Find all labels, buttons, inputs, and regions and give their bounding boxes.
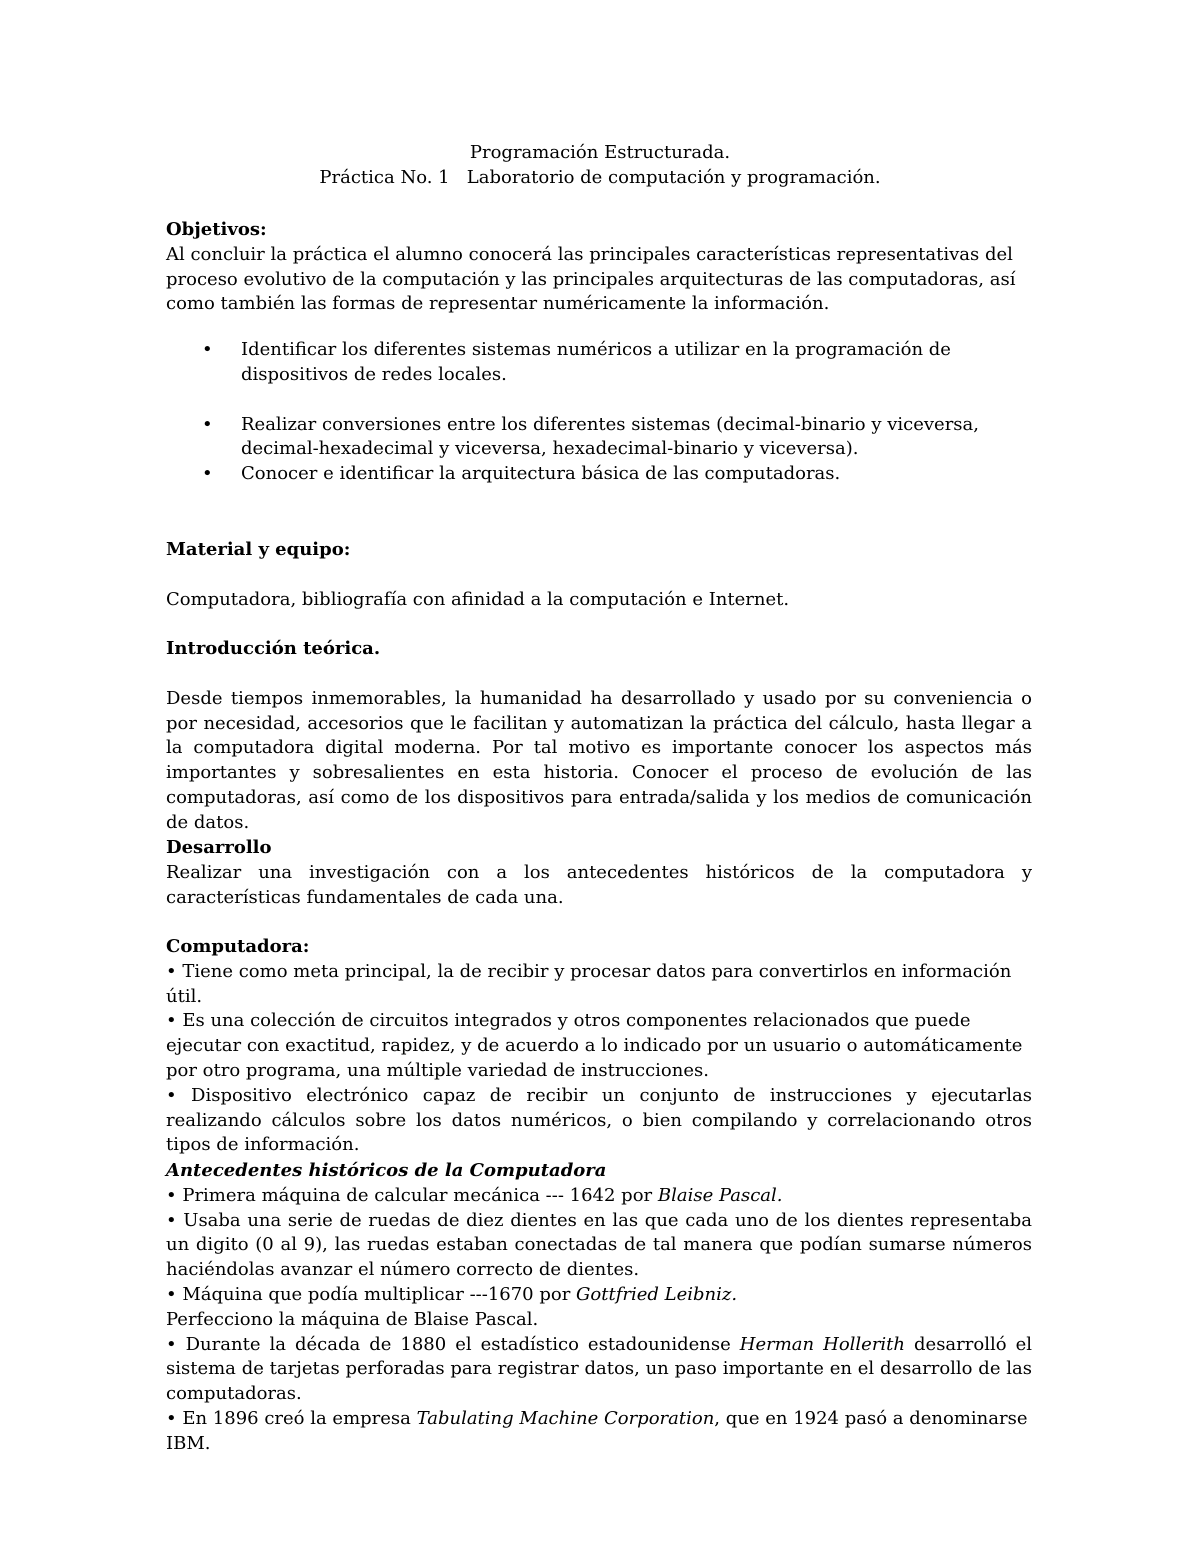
desarrollo-section (166, 836, 1032, 910)
intro-heading: Introducción teórica. (166, 638, 381, 659)
material-text: Computadora, bibliografía con afinidad a la computación e Internet. (166, 588, 790, 610)
list-item: • Identificar los diferentes sistemas numéricos a utilizar en la programación de dispositivos de redes locales. (202, 339, 951, 385)
bullet-icon: • (202, 339, 213, 360)
list-item: • En 1896 creó la empresa Tabulating Machine Corporation, que en 1924 pasó a denominarse IBM. (166, 1407, 1028, 1454)
material-section (166, 538, 1032, 613)
document-header (0, 141, 1200, 191)
antecedentes-section (166, 1159, 1032, 1457)
list-item: • Es una colección de circuitos integrados y otros componentes relacionados que puede ejecutar con exactitud, rapidez, y de acuerdo a lo indicado por un usuario o automáticamente por otro programa, una múltiple variedad de instrucciones. (166, 1010, 1023, 1081)
list-item: • Tiene como meta principal, la de recibir y procesar datos para convertirlos en información útil. (166, 960, 1012, 1007)
computadora-heading: Computadora: (166, 936, 310, 957)
computadora-section (166, 935, 1032, 1158)
list-item: • Dispositivo electrónico capaz de recibir un conjunto de instrucciones y ejecutarlas realizando cálculos sobre los datos numéricos, o bien compilando y correlacionando otros tipos de información. (166, 1084, 1032, 1156)
list-item: • Primera máquina de calcular mecánica --- 1642 por Blaise Pascal. (166, 1184, 783, 1206)
objetivos-text: Al concluir la práctica el alumno conocerá las principales características representativas del proceso evolutivo de la computación y las principales arquitecturas de las computadoras, así como también las formas de representar numéricamente la información. (166, 243, 1016, 315)
intro-section (166, 637, 1032, 836)
list-item: • Máquina que podía multiplicar ---1670 por Gottfried Leibniz. (166, 1283, 738, 1305)
objetivos-bullet-list (166, 338, 1032, 487)
objetivos-heading: Objetivos: (166, 219, 267, 240)
intro-text: Desde tiempos inmemorables, la humanidad ha desarrollado y usado por su conveniencia o por necesidad, accesorios que le facilitan y automatizan la práctica del cálculo, hasta llegar a la computadora digital moderna. Por tal motivo es importante conocer los aspectos más importantes y sobresalientes en esta historia. Conocer el proceso de evolución de las computadoras, así como de los dispositivos para entrada/salida y los medios de comunicación de datos. (166, 687, 1032, 833)
antecedentes-heading: Antecedentes históricos de la Computadora (166, 1160, 607, 1181)
objetivos-section (166, 218, 1032, 317)
list-item: • Realizar conversiones entre los diferentes sistemas (decimal-binario y viceversa, decimal-hexadecimal y viceversa, hexadecimal-binario y viceversa). (202, 413, 979, 460)
material-heading: Material y equipo: (166, 539, 351, 560)
desarrollo-text: Realizar una investigación con a los antecedentes históricos de la computadora y características fundamentales de cada una. (166, 861, 1032, 908)
list-item: Perfecciono la máquina de Blaise Pascal. (166, 1308, 539, 1330)
bullet-icon: • (202, 463, 213, 485)
bullet-icon: • (202, 413, 213, 435)
list-item: • Usaba una serie de ruedas de diez dientes en las que cada uno de los dientes representaba un digito (0 al 9), las ruedas estaban conectadas de tal manera que podían sumarse números haciéndolas avanzar el número correcto de dientes. (166, 1209, 1032, 1281)
list-item: • Conocer e identificar la arquitectura básica de las computadoras. (166, 462, 1032, 487)
list-item: • Durante la década de 1880 el estadístico estadounidense Herman Hollerith desarrolló el sistema de tarjetas perforadas para registrar datos, un paso importante en el desarrollo de las computadoras. (166, 1333, 1032, 1405)
desarrollo-heading: Desarrollo (166, 837, 272, 858)
document-title: Programación Estructurada. (469, 142, 731, 163)
document-subtitle: Práctica No. 1 Laboratorio de computación y programación. (319, 167, 881, 188)
